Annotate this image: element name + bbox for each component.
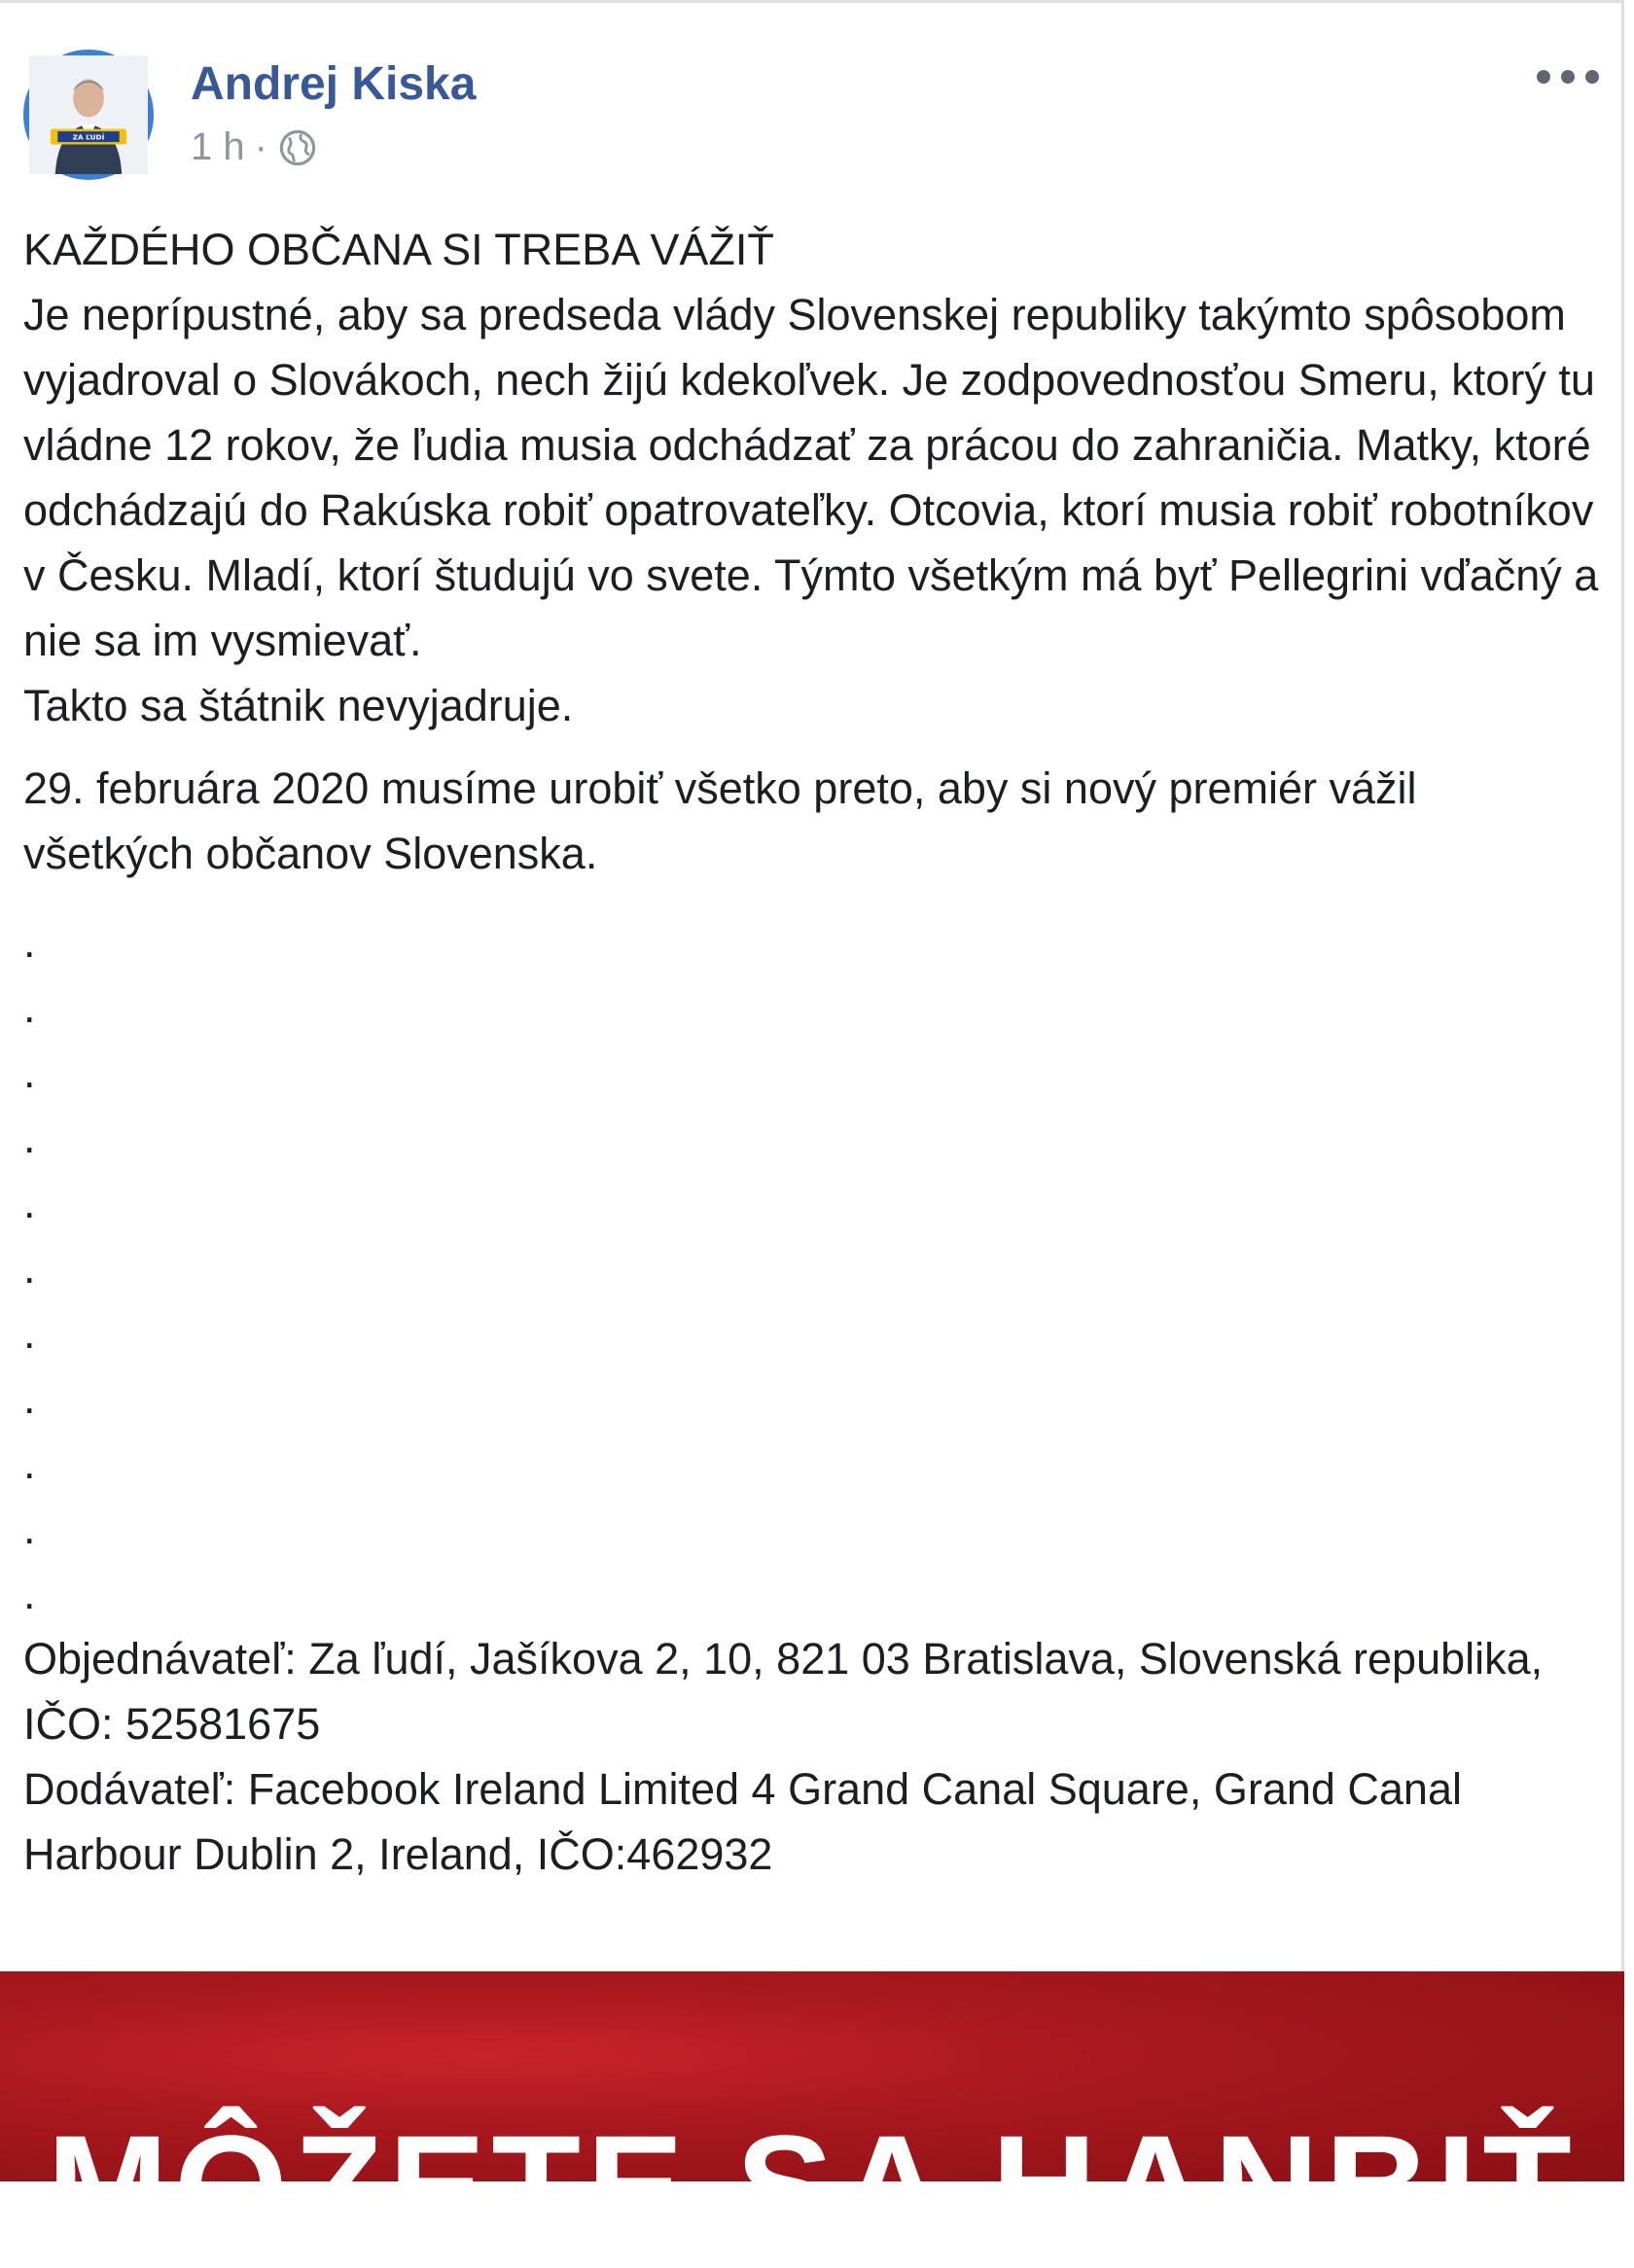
dot-line: .	[23, 1438, 36, 1488]
dot-line: .	[23, 1047, 36, 1097]
post-closing-line: Takto sa štátnik nevyjadruje.	[23, 681, 574, 730]
dot-line: .	[23, 1308, 36, 1358]
post-image-banner[interactable]	[0, 1971, 1624, 2268]
meta-separator: ·	[254, 125, 267, 168]
more-dot	[1537, 70, 1550, 84]
more-dot	[1561, 70, 1575, 84]
dot-line: .	[23, 1113, 36, 1162]
svg-text:ZA ĽUDÍ: ZA ĽUDÍ	[72, 132, 105, 142]
orderer-disclaimer: Objednávateľ: Za ľudí, Jašíkova 2, 10, 821 03 Bratislava, Slovenská republika, IČO: 52581675	[23, 1634, 1544, 1749]
globe-icon[interactable]	[277, 127, 318, 168]
dot-line: .	[23, 1504, 36, 1553]
post-timestamp[interactable]: 1 h	[191, 125, 245, 168]
supplier-disclaimer: Dodávateľ: Facebook Ireland Limited 4 Grand Canal Square, Grand Canal Harbour Dublin 2, Ireland, IČO:462932	[23, 1764, 1462, 1879]
author-avatar[interactable]	[23, 50, 154, 180]
post-body	[23, 217, 1599, 1887]
dot-line: .	[23, 1178, 36, 1227]
avatar-photo	[29, 55, 148, 174]
author-name-link[interactable]: Andrej Kiska	[191, 58, 477, 110]
post-headline: KAŽDÉHO OBČANA SI TREBA VÁŽIŤ	[23, 225, 774, 274]
post-header	[23, 50, 1599, 186]
more-options-icon[interactable]	[1537, 57, 1599, 96]
dot-line: .	[23, 982, 36, 1032]
post-paragraph-1: Je neprípustné, aby sa predseda vlády Slovenskej republiky takýmto spôsobom vyjadroval o Slovákoch, nech žijú kdekoľvek. Je zodpovednosťou Smeru, ktorý tu vládne 12 rokov, že ľudia musia odchádzať za prácou do zahraničia. Matky, ktoré odchádzajú do Rakúska robiť opatrovateľky. Otcovia, ktorí musia robiť robotníkov v Česku. Mladí, ktorí študujú vo svete. Týmto všetkým má byť Pellegrini vďačný a nie sa im vysmievať.	[23, 290, 1599, 665]
dot-line: .	[23, 1243, 36, 1293]
post-meta	[191, 125, 318, 169]
more-dot	[1585, 70, 1599, 84]
dots-spacer	[23, 909, 1599, 1626]
banner-headline: MÔŽETE SA HANBIŤ	[47, 2105, 1578, 2268]
dot-line: .	[23, 1569, 36, 1618]
dot-line: .	[23, 917, 36, 967]
dot-line: .	[23, 1373, 36, 1423]
post-paragraph-2: 29. februára 2020 musíme urobiť všetko preto, aby si nový premiér vážil všetkých občanov Slovenska.	[23, 763, 1417, 878]
